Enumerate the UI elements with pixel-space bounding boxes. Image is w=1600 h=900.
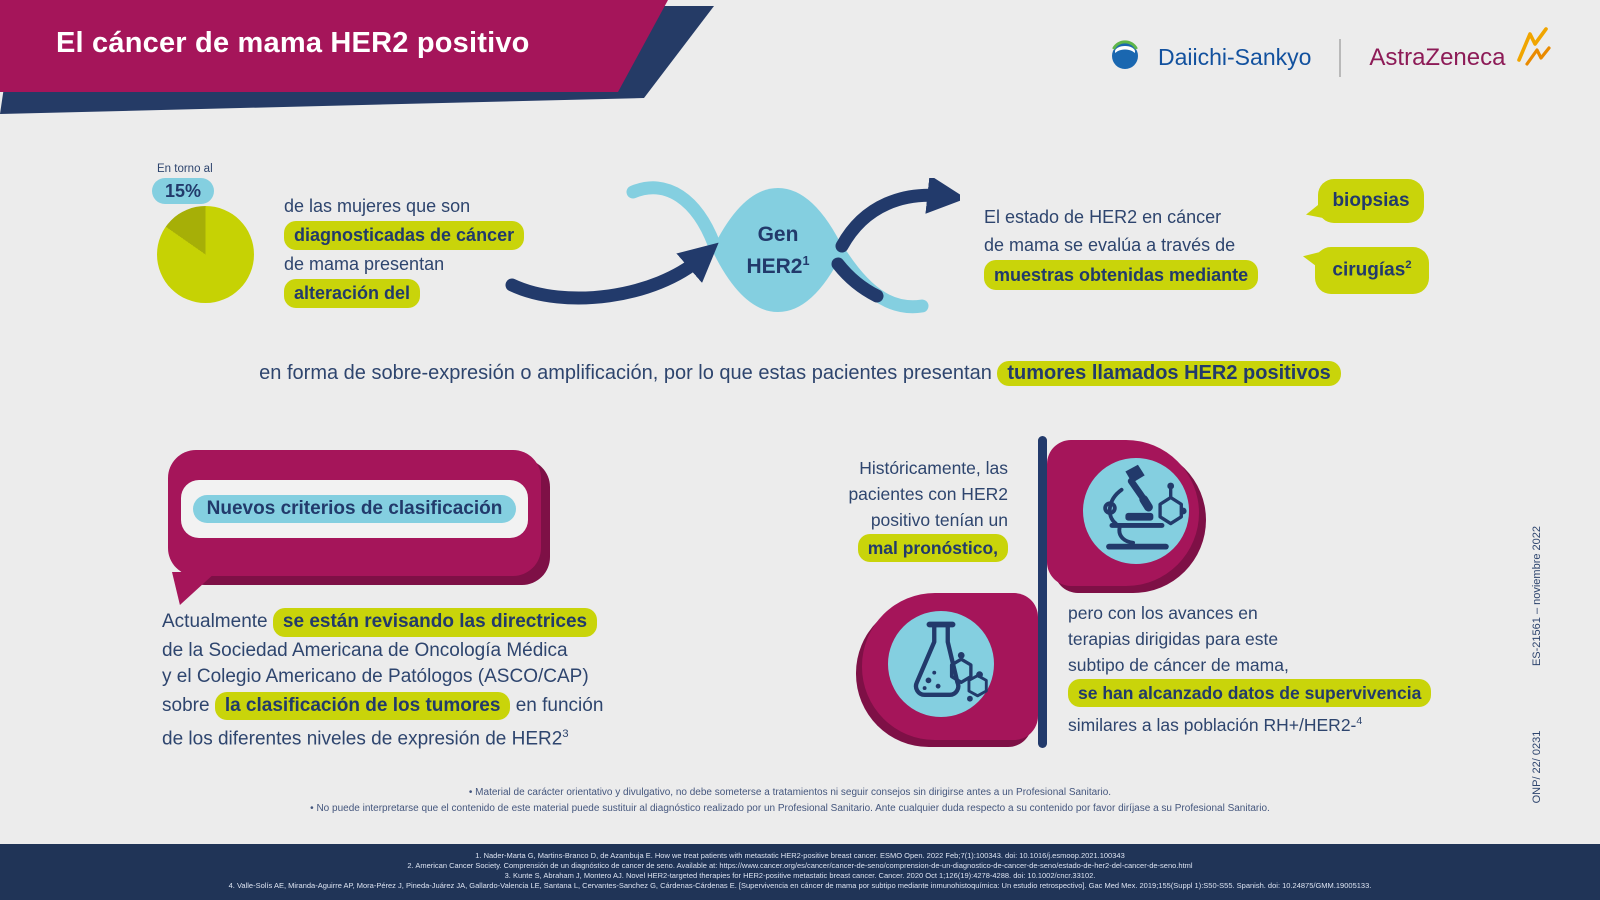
title-banner-shapes xyxy=(0,0,730,130)
approval-code-1: ES-21561 – noviembre 2022 xyxy=(1531,525,1543,667)
reference-3: 3. Kunte S, Abraham J, Montero AJ. Novel HER2-targeted therapies for HER2-positive metastatic breast cancer. Cancer. 2020 Oct 1;126(19):4278-4288. doi: 10.1002/cncr.33102. xyxy=(504,871,1096,880)
intro-line: de las mujeres que son xyxy=(284,196,471,216)
intro-line: de mama presentan xyxy=(284,254,445,274)
guidelines-post: en función xyxy=(515,694,604,716)
advances-line: pero con los avances en xyxy=(1068,603,1258,623)
disclaimer-line-2: • No puede interpretarse que el contenido de este material puede sustituir al diagnóstico realizado por un Profesional Sanitario. Ante cualquier duda respecto a su contenido por favor diríjase a su Profesional Sanitario. xyxy=(310,803,1270,814)
advances-line: subtipo de cáncer de mama, xyxy=(1068,655,1289,675)
flask-icon-circle xyxy=(888,611,994,717)
guidelines-sobre: sobre xyxy=(162,694,210,716)
daiichi-sankyo-logo-text: Daiichi-Sankyo xyxy=(1158,44,1312,70)
astrazeneca-logo-text: AstraZeneca xyxy=(1369,43,1506,71)
pill-tail xyxy=(1303,252,1320,269)
logo-row xyxy=(1108,38,1551,77)
biopsias-label: biopsias xyxy=(1332,190,1410,211)
microscope-icon-circle xyxy=(1083,458,1189,564)
band-highlight: tumores llamados HER2 positivos xyxy=(997,361,1340,386)
history-line: positivo tenían un xyxy=(870,510,1008,530)
reference-2: 2. American Cancer Society. Comprensión de un diagnóstico de cancer de seno. Available at: https://www.cancer.org/es/cancer/cancer-de-seno/comprension-de-un-diagnostico-de-cancer-de-seno/estado-de-her2-del-cancer-de-seno.html xyxy=(407,861,1193,870)
gene-word2: $HER2^1$ xyxy=(746,254,810,278)
logo-divider xyxy=(1339,39,1341,77)
evaluation-text xyxy=(984,203,1258,291)
intro-highlight: diagnosticadas de cáncer xyxy=(284,221,524,250)
page-title: El cáncer de mama HER2 positivo xyxy=(56,27,530,59)
microscope-capsule xyxy=(1047,440,1199,586)
flask-capsule xyxy=(862,593,1038,740)
guidelines-line: de la Sociedad Americana de Oncología Médica xyxy=(162,639,568,661)
speech-bubble xyxy=(168,450,541,576)
evaluation-line: de mama se evalúa a través de xyxy=(984,235,1236,255)
astrazeneca-logo-icon xyxy=(1515,26,1551,71)
pill-tail xyxy=(1306,201,1323,218)
band-sentence xyxy=(0,360,1600,387)
speech-bubble-inner xyxy=(181,480,528,538)
reference-1: 1. Nader-Marta G, Martins-Branco D, de Azambuja E. How we treat patients with metastatic HER2-positive breast cancer. ESMO Open. 2022 Feb;7(1):100343. doi: 10.1016/j.esmoop.2021.100343 xyxy=(475,851,1125,860)
evaluation-highlight: muestras obtenidas mediante xyxy=(984,260,1258,290)
guidelines-paragraph xyxy=(162,607,603,753)
history-line: pacientes con HER2 xyxy=(848,484,1008,504)
cirugias-label: cirugías$^2$ xyxy=(1332,259,1412,281)
flask-icon xyxy=(888,611,994,717)
daiichi-sankyo-logo-icon xyxy=(1108,38,1142,77)
intro-highlight: alteración del xyxy=(284,279,420,308)
guidelines-highlight-2: la clasificación de los tumores xyxy=(215,692,511,721)
references-footer xyxy=(0,844,1600,900)
history-highlight: mal pronóstico, xyxy=(858,534,1008,562)
gene-label xyxy=(698,221,858,280)
band-text: en forma de sobre-expresión o amplificación, por lo que estas pacientes presentan xyxy=(259,362,992,384)
guidelines-highlight-1: se están revisando las directrices xyxy=(273,608,597,637)
pie-chart xyxy=(157,206,254,303)
approval-code-2: ONP/ 22/ 0231 xyxy=(1531,730,1543,804)
microscope-icon xyxy=(1083,458,1189,564)
reference-4: 4. Valle-Solís AE, Miranda-Aguirre AP, Mora-Pérez J, Pineda-Juárez JA, Gallardo-Valencia LE, Santana L, Cervantes-Sanchez G, Cárdenas-Cárdenas E. [Supervivencia en cáncer de mama por subtipo mediante inmunohistoquímica: Un estudio retrospectivo]. Gac Med Mex. 2019;155(Suppl 1):S50-S55. Spanish. doi: 10.24875/GMM.19005133. xyxy=(228,881,1372,890)
stat-kicker: En torno al xyxy=(157,163,213,175)
advances-line: similares a las población RH+/HER2-$^4$ xyxy=(1068,714,1363,735)
gene-word1: Gen xyxy=(757,223,799,246)
guidelines-line: y el Colegio Americano de Patólogos (ASCO/CAP) xyxy=(162,666,589,687)
cirugias-pill xyxy=(1315,247,1429,294)
disclaimer-line-1: • Material de carácter orientativo y divulgativo, no debe someterse a tratamientos ni seguir consejos sin dirigirse antes a un Profesional Sanitario. xyxy=(468,787,1112,798)
evaluation-line: El estado de HER2 en cáncer xyxy=(984,207,1222,227)
biopsias-pill xyxy=(1318,179,1424,223)
intro-text xyxy=(284,193,524,309)
advances-text xyxy=(1068,600,1431,738)
history-line: Históricamente, las xyxy=(859,458,1008,478)
speech-bubble-tail xyxy=(172,572,216,605)
bubble-label: Nuevos criterios de clasificación xyxy=(193,495,517,523)
vertical-divider-line xyxy=(1038,436,1047,748)
advances-line: terapias dirigidas para este xyxy=(1068,629,1279,649)
advances-highlight: se han alcanzado datos de supervivencia xyxy=(1068,679,1431,707)
guidelines-pre: Actualmente xyxy=(162,611,268,632)
history-text xyxy=(780,455,1008,563)
stat-value-badge: 15% xyxy=(152,178,214,204)
guidelines-line: de los diferentes niveles de expresión de $HER2^3$ xyxy=(162,728,569,750)
